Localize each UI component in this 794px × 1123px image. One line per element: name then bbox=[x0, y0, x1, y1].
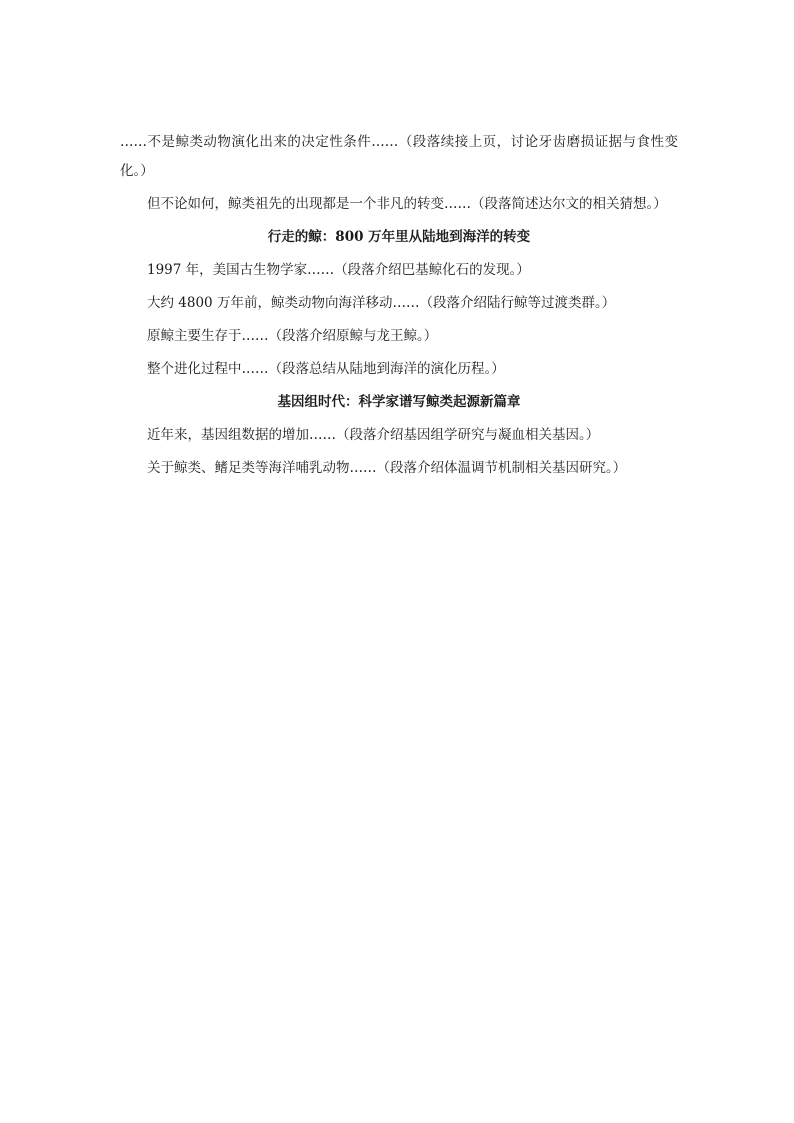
document-body bbox=[120, 128, 678, 487]
section-heading-genome-era: 基因组时代：科学家谱写鲸类起源新篇章 bbox=[277, 394, 521, 410]
paragraph-continued: ……不是鲸类动物演化出来的决定性条件……（段落续接上页，讨论牙齿磨损证据与食性变化。） bbox=[120, 134, 678, 179]
paragraph-pakicetus: 1997 年，美国古生物学家……（段落介绍巴基鲸化石的发现。） bbox=[147, 262, 530, 278]
paragraph-thermoregulation: 关于鲸类、鳍足类等海洋哺乳动物……（段落介绍体温调节机制相关基因研究。） bbox=[147, 460, 627, 476]
paragraph-ambulocetus: 大约 4800 万年前，鲸类动物向海洋移动……（段落介绍陆行鲸等过渡类群。） bbox=[147, 295, 616, 311]
paragraph-genome-coagulation: 近年来，基因组数据的增加……（段落介绍基因组学研究与凝血相关基因。） bbox=[147, 427, 600, 443]
paragraph-darwin: 但不论如何，鲸类祖先的出现都是一个非凡的转变……（段落简述达尔文的相关猜想。） bbox=[147, 196, 667, 212]
paragraph-archaeoceti: 原鲸主要生存于……（段落介绍原鲸与龙王鲸。） bbox=[147, 328, 438, 344]
section-heading-walking-whale: 行走的鲸：800 万年里从陆地到海洋的转变 bbox=[267, 229, 531, 245]
paragraph-summary: 整个进化过程中……（段落总结从陆地到海洋的演化历程。） bbox=[147, 361, 505, 377]
